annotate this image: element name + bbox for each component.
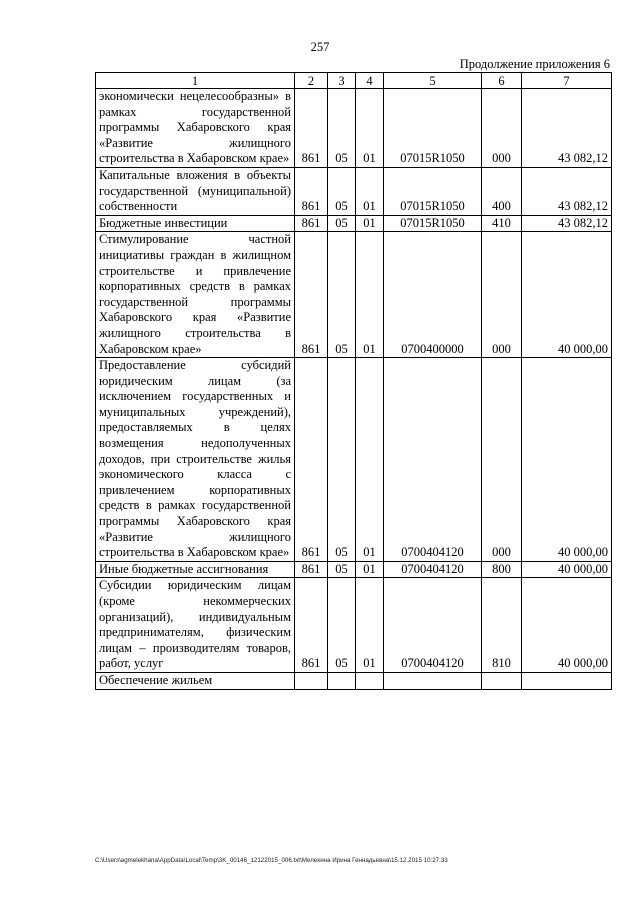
row-subsection-code: 01: [356, 89, 384, 168]
table-row: [96, 358, 612, 562]
row-ministry-code: 861: [295, 215, 328, 232]
row-section-code: 05: [328, 167, 356, 215]
row-section-code: 05: [328, 358, 356, 562]
row-ministry-code: 861: [295, 561, 328, 578]
row-expense-type: 410: [482, 215, 522, 232]
table-row: [96, 215, 612, 232]
row-target-article: 07015R1050: [384, 215, 482, 232]
row-ministry-code: 861: [295, 232, 328, 358]
row-subsection-code: 01: [356, 578, 384, 673]
row-target-article: 0700400000: [384, 232, 482, 358]
appendix-continuation-note: Продолжение приложения 6: [459, 57, 610, 71]
table-row: [96, 578, 612, 673]
row-name: Капитальные вложения в объекты государственной (муниципальной) собственности: [96, 167, 295, 215]
column-header-7: 7: [522, 73, 612, 89]
column-header-2: 2: [295, 73, 328, 89]
row-expense-type: 000: [482, 358, 522, 562]
row-target-article: 0700404120: [384, 561, 482, 578]
budget-table: [95, 72, 612, 690]
row-expense-type: [482, 672, 522, 689]
row-expense-type: 800: [482, 561, 522, 578]
row-amount: [522, 672, 612, 689]
row-subsection-code: 01: [356, 561, 384, 578]
row-subsection-code: [356, 672, 384, 689]
row-expense-type: 810: [482, 578, 522, 673]
row-section-code: 05: [328, 89, 356, 168]
row-section-code: 05: [328, 232, 356, 358]
row-name: Предоставление субсидий юридическим лицам (за исключением государственных и муниципальных учреждений), предоставляемых в целях возмещения недополученных доходов, при строительстве жилья экономического класса с привлечением корпоративных средств в рамках государственной программы Хабаровского края «Развитие жилищного строительства в Хабаровском крае»: [96, 358, 295, 562]
row-name: Иные бюджетные ассигнования: [96, 561, 295, 578]
column-header-6: 6: [482, 73, 522, 89]
column-header-4: 4: [356, 73, 384, 89]
row-ministry-code: 861: [295, 167, 328, 215]
row-section-code: [328, 672, 356, 689]
row-ministry-code: 861: [295, 578, 328, 673]
row-name: Обеспечение жильем: [96, 672, 295, 689]
row-name: экономически нецелесообразны» в рамках государственной программы Хабаровского края «Развитие жилищного строительства в Хабаровском крае»: [96, 89, 295, 168]
row-ministry-code: [295, 672, 328, 689]
row-section-code: 05: [328, 215, 356, 232]
column-header-5: 5: [384, 73, 482, 89]
row-subsection-code: 01: [356, 167, 384, 215]
row-ministry-code: 861: [295, 358, 328, 562]
row-subsection-code: 01: [356, 215, 384, 232]
column-header-1: 1: [96, 73, 295, 89]
row-amount: 40 000,00: [522, 561, 612, 578]
row-ministry-code: 861: [295, 89, 328, 168]
row-subsection-code: 01: [356, 232, 384, 358]
table-row: [96, 561, 612, 578]
row-name: Стимулирование частной инициативы граждан в жилищном строительстве и привлечение корпоративных средств в рамках государственной программы Хабаровского края «Развитие жилищного строительства в Хабаровском крае»: [96, 232, 295, 358]
row-target-article: 07015R1050: [384, 89, 482, 168]
row-name: Субсидии юридическим лицам (кроме некоммерческих организаций), индивидуальным предпринимателям, физическим лицам – производителям товаров, работ, услуг: [96, 578, 295, 673]
column-header-3: 3: [328, 73, 356, 89]
row-amount: 40 000,00: [522, 578, 612, 673]
row-amount: 43 082,12: [522, 89, 612, 168]
row-target-article: 07015R1050: [384, 167, 482, 215]
row-target-article: [384, 672, 482, 689]
table-row: [96, 672, 612, 689]
page-number: 257: [310, 40, 330, 54]
row-amount: 43 082,12: [522, 167, 612, 215]
row-section-code: 05: [328, 561, 356, 578]
table-row: [96, 232, 612, 358]
row-expense-type: 000: [482, 232, 522, 358]
table-row: [96, 167, 612, 215]
table-row: [96, 89, 612, 168]
footer-file-path: C:\Users\agmelekhana\AppData\Local\Temp\3K_00146_12122015_006.txt\Мелехина Ирина Геннадьевна\15.12.2015 10:27:33: [95, 857, 448, 864]
row-name: Бюджетные инвестиции: [96, 215, 295, 232]
row-amount: 40 000,00: [522, 232, 612, 358]
row-target-article: 0700404120: [384, 358, 482, 562]
row-subsection-code: 01: [356, 358, 384, 562]
row-target-article: 0700404120: [384, 578, 482, 673]
row-section-code: 05: [328, 578, 356, 673]
table-header-row: [96, 73, 612, 89]
row-amount: 43 082,12: [522, 215, 612, 232]
row-expense-type: 400: [482, 167, 522, 215]
row-amount: 40 000,00: [522, 358, 612, 562]
row-expense-type: 000: [482, 89, 522, 168]
